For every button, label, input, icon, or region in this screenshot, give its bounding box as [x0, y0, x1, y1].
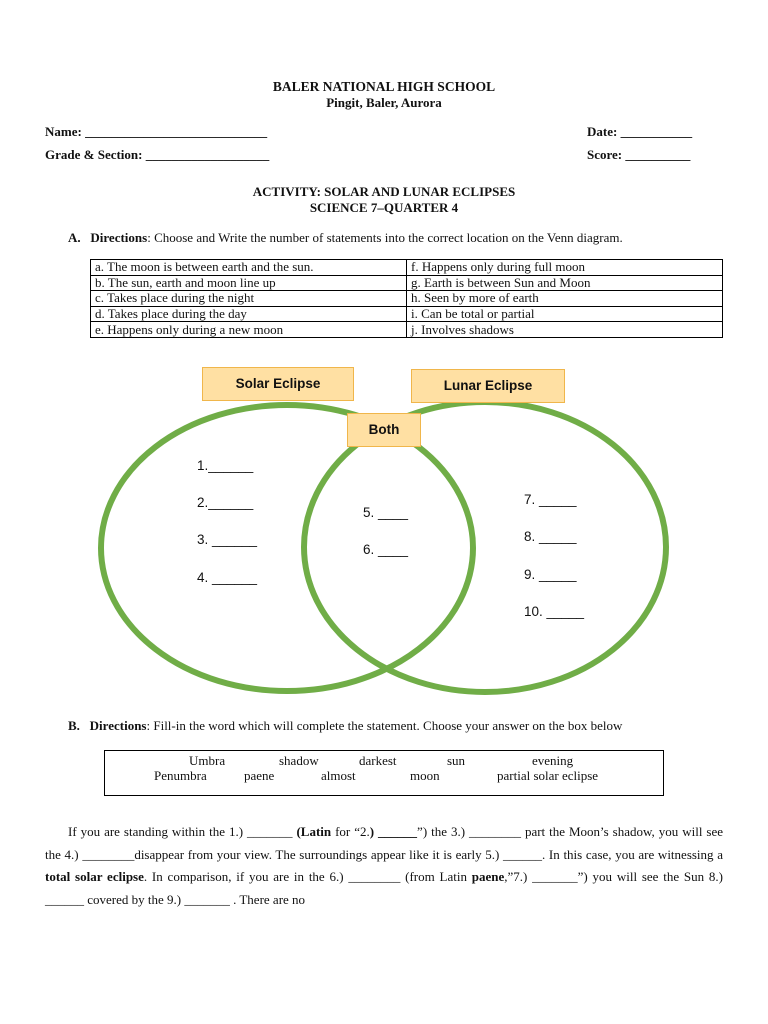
word-bank-item: Penumbra [154, 768, 207, 783]
statement-cell: a. The moon is between earth and the sun. [91, 260, 407, 276]
lunar-eclipse-label: Lunar Eclipse [411, 369, 565, 403]
fill-in-paragraph [45, 821, 723, 911]
table-row [91, 260, 723, 276]
name-field: Name: ____________________________ [45, 124, 268, 139]
word-bank-item: Umbra [189, 753, 226, 768]
paragraph-text: for “2. [331, 824, 370, 839]
paragraph-emphasis: (Latin [296, 824, 332, 839]
grade-section-field: Grade & Section: ___________________ [45, 147, 270, 162]
word-bank-item: paene [244, 768, 275, 783]
statement-cell: b. The sun, earth and moon line up [91, 275, 407, 291]
word-bank-item: darkest [359, 753, 397, 768]
paragraph-emphasis: paene [471, 869, 505, 885]
both-label: Both [347, 413, 421, 447]
word-bank-item: evening [532, 753, 574, 768]
part-b-letter: B. [68, 718, 80, 733]
venn-circles [0, 360, 768, 705]
date-field: Date: ___________ [587, 124, 693, 139]
statement-cell: f. Happens only during full moon [407, 260, 723, 276]
lunar-blank-10[interactable]: 10. _____ [524, 604, 585, 619]
table-row [91, 275, 723, 291]
activity-title: ACTIVITY: SOLAR AND LUNAR ECLIPSES [252, 184, 516, 199]
word-bank-item: almost [321, 768, 356, 783]
part-b-directions [68, 718, 622, 734]
part-a-directions [68, 230, 623, 246]
statement-cell: i. Can be total or partial [407, 306, 723, 322]
solar-eclipse-label: Solar Eclipse [202, 367, 354, 401]
paragraph-emphasis: ) ______ [369, 824, 418, 839]
paragraph-emphasis: total solar eclipse [45, 869, 144, 885]
word-bank-item: partial solar eclipse [497, 768, 599, 783]
school-name: BALER NATIONAL HIGH SCHOOL [272, 79, 496, 94]
word-bank-item: moon [410, 768, 440, 783]
solar-blank-2[interactable]: 2.______ [197, 495, 254, 510]
word-bank-box [104, 750, 664, 796]
lunar-blank-9[interactable]: 9. _____ [524, 567, 577, 582]
word-bank-item: sun [447, 753, 466, 768]
part-a-directions-label: Directions [90, 230, 148, 245]
solar-blank-1[interactable]: 1.______ [197, 458, 254, 473]
table-row [91, 291, 723, 307]
statement-cell: j. Involves shadows [407, 322, 723, 338]
lunar-blank-7[interactable]: 7. _____ [524, 492, 577, 507]
part-a-directions-text: : Choose and Write the number of statements into the correct location on the Venn diagram. [147, 230, 623, 245]
venn-diagram [0, 360, 768, 705]
score-field: Score: __________ [587, 147, 691, 162]
solar-blank-4[interactable]: 4. ______ [197, 570, 258, 585]
paragraph-text: ”) the 3.) ________ part the Moon’s shadow, you will see the 4.) ________disappear from your view. The surroundings appear like it is early 5.) ______. In this case, you are witnessing a [45, 824, 723, 862]
part-a-letter: A. [68, 230, 81, 245]
solar-blank-3[interactable]: 3. ______ [197, 532, 258, 547]
lunar-blank-8[interactable]: 8. _____ [524, 529, 577, 544]
both-blank-5[interactable]: 5. ____ [363, 505, 409, 520]
table-row [91, 306, 723, 322]
school-address: Pingit, Baler, Aurora [326, 95, 442, 110]
statement-cell: d. Takes place during the day [91, 306, 407, 322]
statement-cell: e. Happens only during a new moon [91, 322, 407, 338]
statement-cell: h. Seen by more of earth [407, 291, 723, 307]
statement-cell: g. Earth is between Sun and Moon [407, 275, 723, 291]
part-b-directions-label: Directions [89, 718, 147, 733]
statements-table [90, 259, 723, 338]
activity-subtitle: SCIENCE 7–QUARTER 4 [309, 200, 459, 215]
paragraph-text: . In comparison, if you are in the 6.) ________ (from Latin [143, 869, 472, 885]
table-row [91, 322, 723, 338]
paragraph-text: ,”7.) _______”) you will see the Sun 8.) ______ covered by the 9.) _______ . There are no [45, 869, 723, 907]
part-b-directions-text: : Fill-in the word which will complete the statement. Choose your answer on the box below [146, 718, 623, 733]
solar-circle [101, 405, 473, 691]
statement-cell: c. Takes place during the night [91, 291, 407, 307]
paragraph-text: If you are standing within the 1.) _______ [68, 824, 297, 839]
both-blank-6[interactable]: 6. ____ [363, 542, 409, 557]
word-bank-item: shadow [279, 753, 319, 768]
